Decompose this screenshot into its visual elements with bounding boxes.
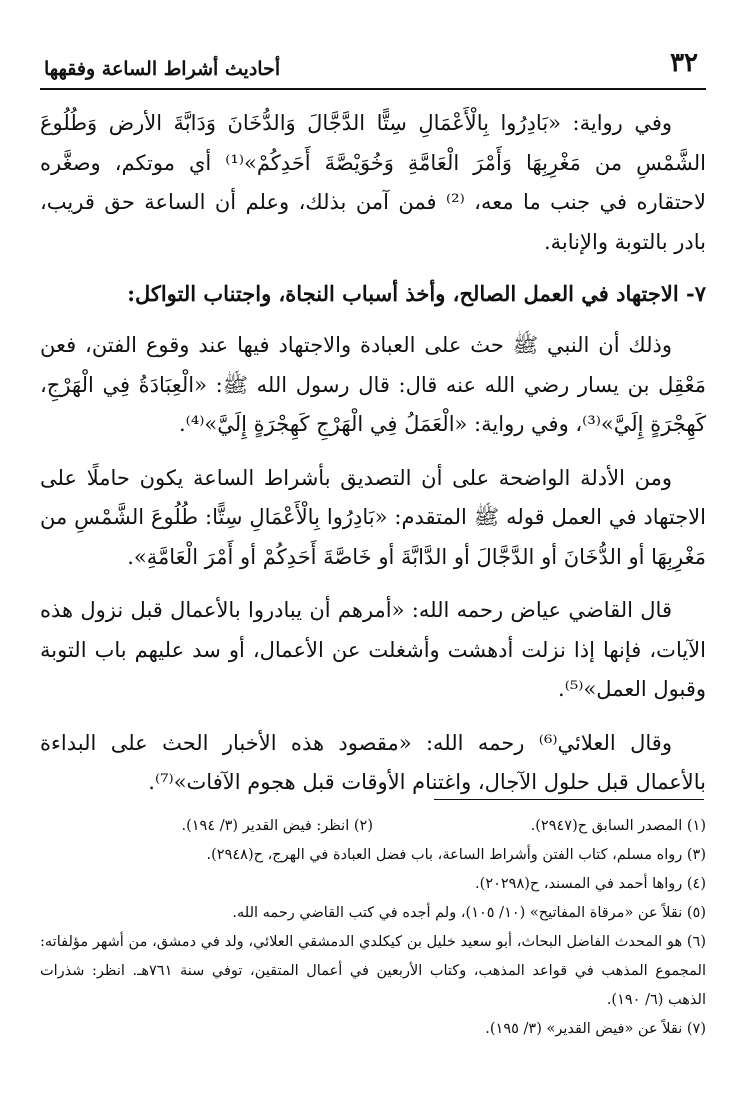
footnote-4: (٤) رواها أحمد في المسند، ح(٢٠٢٩٨). bbox=[475, 876, 706, 892]
section-heading: ٧- الاجتهاد في العمل الصالح، وأخذ أسباب النجاة، واجتناب التواكل: bbox=[127, 281, 706, 306]
footnotes bbox=[40, 812, 706, 1044]
paragraph-riwaya: وفي رواية: «بَادِرُوا بِالْأَعْمَالِ سِتًّا الدَّجَّالَ وَالدُّخَانَ وَدَابَّةَ الأرض وَطُلُوعَ الشَّمْسِ من مَغْرِبِهَا وَأَمْرَ الْعَامَّةِ وَخُوَيْصَّةَ أَحَدِكُمْ»⁽¹⁾ أي موتكم، وصغَّره لاحتقاره في جنب ما معه، ⁽²⁾ فمن آمن بذلك، وعلم أن الساعة حق قريب، بادر بالتوبة والإنابة. bbox=[40, 111, 706, 254]
footnote-2: (٢) انظر: فيض القدير (٣/ ١٩٤). bbox=[181, 818, 373, 834]
page-number: ٣٢ bbox=[670, 48, 698, 78]
main-text bbox=[40, 104, 706, 817]
page-header bbox=[40, 44, 706, 90]
paragraph-adilla: ومن الأدلة الواضحة على أن التصديق بأشراط الساعة يكون حاملًا على الاجتهاد في العمل قوله ﷺ المتقدم: «بَادِرُوا بِالْأَعْمَالِ سِتًّا: طُلُوعَ الشَّمْسِ من مَغْرِبِهَا أو الدُّخَانَ أو الدَّجَّالَ أو الدَّابَّةَ أو خَاصَّةَ أَحَدِكُمْ أو أَمْرَ الْعَامَّةِ». bbox=[40, 465, 706, 569]
footnote-5: (٥) نقلاً عن «مرقاة المفاتيح» (١٠/ ١٠٥)، ولم أجده في كتب القاضي رحمه الله. bbox=[232, 905, 706, 921]
footnote-divider bbox=[434, 799, 704, 800]
footnote-1: (١) المصدر السابق ح(٢٩٤٧). bbox=[530, 818, 706, 834]
footnote-6: (٦) هو المحدث الفاضل البحاث، أبو سعيد خليل بن كيكلدي الدمشقي العلائي، ولد في دمشق، من أشهر مؤلفاته: المجموع المذهب في قواعد المذهب، وكتاب الأربعين في أعمال المتقين، توفي سنة ٧٦١هـ. انظر: شذرات الذهب (٦/ ١٩٠). bbox=[40, 934, 706, 1008]
footnote-row bbox=[40, 812, 706, 841]
footnote-7: (٧) نقلاً عن «فيض القدير» (٣/ ١٩٥). bbox=[485, 1021, 706, 1037]
paragraph-alai: وقال العلائي⁽⁶⁾ رحمه الله: «مقصود هذه الأخبار الحث على البداءة بالأعمال قبل حلول الآجال، واغتنام الأوقات قبل هجوم الآفات»⁽⁷⁾. bbox=[40, 730, 706, 794]
running-title: أحاديث أشراط الساعة وفقهها bbox=[44, 58, 281, 80]
paragraph-ibada: وذلك أن النبي ﷺ حث على العبادة والاجتهاد فيها عند وقوع الفتن، فعن مَعْقِل بن يسار رضي الله عنه قال: قال رسول الله ﷺ: «الْعِبَادَةُ فِي الْهَرْجِ، كَهِجْرَةٍ إِلَيَّ»⁽³⁾، وفي رواية: «الْعَمَلُ فِي الْهَرْجِ كَهِجْرَةٍ إِلَيَّ»⁽⁴⁾. bbox=[40, 333, 706, 436]
paragraph-qadi-iyad: قال القاضي عياض رحمه الله: «أمرهم أن يبادروا بالأعمال قبل نزول هذه الآيات، فإنها إذا نزلت أدهشت وأشغلت عن الأعمال، أو سد عليهم باب التوبة وقبول العمل»⁽⁵⁾. bbox=[40, 598, 706, 701]
footnote-3: (٣) رواه مسلم، كتاب الفتن وأشراط الساعة، باب فضل العبادة في الهرج، ح(٢٩٤٨). bbox=[206, 847, 706, 863]
